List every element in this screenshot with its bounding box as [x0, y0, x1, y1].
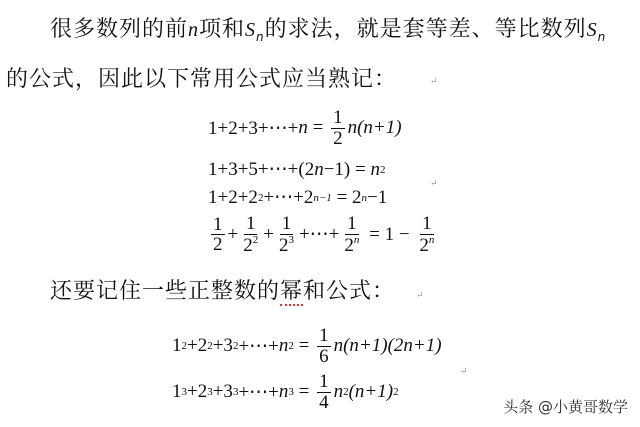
f5-frac — [317, 326, 331, 367]
intro-line-1 — [50, 12, 606, 44]
f6-c: +3 — [212, 381, 233, 403]
f6-rhs-ae: 2 — [343, 386, 349, 399]
var-S2-sub: n — [597, 30, 607, 44]
f4-n1: 1 — [213, 213, 223, 235]
formula-sum-half-pow: $\frac{1}{2}$ + $\frac{1}{2^2}$ + $\frac{1}{2^3}$ +⋯+ $\frac{1}{2^n}$ = 1 − $\frac{1}{2^n}$ — [213, 213, 435, 256]
f1-lhs: 1+2+3+⋯+ — [208, 117, 299, 139]
f5-rhs: n(n+1)(2n+1) — [333, 335, 442, 357]
formula-sum-n — [208, 108, 402, 149]
f6-e1: 3 — [181, 386, 187, 399]
f3-a-exp: 2 — [257, 191, 264, 204]
f5-e3: 2 — [232, 340, 239, 353]
f3-b-exp: n−1 — [313, 191, 332, 204]
f2-lhs: 1+3+5+⋯+(2 — [208, 159, 315, 180]
f3-c-exp: n — [361, 191, 368, 204]
f1-num: 1 — [333, 107, 343, 128]
f6-den: 4 — [319, 391, 329, 413]
f4-frac-2 — [241, 214, 260, 256]
f3-c: = 2 — [331, 186, 362, 208]
f3-d: −1 — [367, 186, 388, 208]
var-S-sub: n — [256, 30, 265, 44]
f4-n2: 1 — [245, 213, 256, 234]
f4-d5e: n — [428, 233, 435, 246]
f5-num: 1 — [319, 325, 329, 346]
return-mark: ↵ — [460, 367, 468, 377]
f4-d2: 2 — [243, 234, 253, 256]
f4-frac-1 — [211, 215, 225, 256]
f4-den-2 — [241, 235, 260, 256]
p2-text-1: 还要记住一些正整数的 — [50, 279, 281, 304]
f4-den-5 — [417, 235, 436, 256]
f6-rhs-a: n — [333, 381, 344, 403]
f4-frac-3 — [277, 214, 296, 256]
f4-eq: = 1 − — [364, 223, 415, 245]
watermark: 头条 @小黄哥数学 — [503, 398, 628, 416]
f5-e1: 2 — [181, 340, 187, 353]
p2-text-2: 和公式： — [303, 279, 396, 304]
f4-d4: 2 — [344, 234, 354, 256]
f4-den-4 — [342, 235, 361, 256]
f5-lhs: 1 — [172, 335, 182, 357]
f6-b: +2 — [187, 381, 208, 403]
f4-n3: 1 — [281, 213, 292, 234]
f2-rhs-n: n — [370, 158, 380, 180]
formula-sum-squares — [172, 326, 442, 367]
f1-frac — [331, 108, 345, 149]
f3-a: 1+2+2 — [208, 186, 258, 208]
intro-text-3: 的求法，就是套等差、等比数列 — [264, 17, 587, 42]
f6-e3: 3 — [232, 386, 239, 399]
var-S2: S — [586, 19, 598, 41]
f5-b: +2 — [187, 335, 208, 357]
var-n: n — [188, 19, 200, 41]
f5-eq: = — [293, 335, 315, 357]
f6-e4: 3 — [288, 386, 294, 399]
f4-d3: 2 — [278, 234, 289, 256]
var-S: S — [245, 19, 257, 41]
f4-n4: 1 — [347, 213, 357, 234]
f6-eq: = — [293, 381, 315, 403]
f4-frac-5 — [417, 214, 436, 256]
f6-e2: 3 — [207, 386, 213, 399]
f5-d: +⋯+ — [238, 335, 279, 357]
formula-sum-odd — [208, 158, 385, 181]
formula-sum-pow2 — [208, 186, 387, 209]
f1-den: 2 — [333, 127, 343, 149]
f6-frac — [317, 372, 331, 413]
intro-text-1: 很多数列的前 — [50, 17, 189, 42]
f5-c: +3 — [212, 335, 233, 357]
p2-underlined-word: 幂 — [280, 279, 304, 304]
f6-n: n — [278, 381, 289, 403]
return-mark: ↵ — [430, 77, 438, 87]
power-sum-intro — [50, 274, 395, 305]
f4-d5: 2 — [419, 234, 429, 256]
f5-n: n — [278, 335, 289, 357]
f4-den-3 — [277, 235, 296, 256]
f1-rhs: n(n+1) — [347, 117, 402, 139]
f4-n5: 1 — [422, 213, 432, 234]
f1-n: n — [298, 117, 308, 139]
f6-rhs-b: (n+1) — [348, 381, 394, 403]
f5-e2: 2 — [207, 340, 213, 353]
f4-d2e: 2 — [252, 233, 259, 246]
f6-d: +⋯+ — [238, 381, 279, 403]
f5-e4: 2 — [288, 340, 294, 353]
intro-line-2 — [6, 62, 397, 93]
intro-line-2-text: 的公式，因此以下常用公式应当熟记： — [6, 67, 398, 92]
f1-eq: = — [307, 117, 329, 139]
f2-rhs-exp: 2 — [379, 163, 386, 176]
f6-rhs-be: 2 — [393, 386, 399, 399]
f2-n: n — [314, 158, 324, 180]
f4-frac-4 — [342, 214, 361, 256]
return-mark: ↵ — [416, 291, 424, 301]
f4-d4e: n — [353, 233, 360, 246]
return-mark: ↵ — [430, 179, 438, 189]
f6-lhs: 1 — [172, 381, 182, 403]
f4-d1: 2 — [213, 234, 223, 256]
f4-d3e: 3 — [288, 233, 294, 246]
f4-dots: +⋯+ — [298, 224, 340, 246]
intro-text-2: 项和 — [199, 17, 246, 42]
f6-num: 1 — [319, 371, 329, 392]
f3-b: +⋯+2 — [263, 187, 314, 208]
formula-sum-cubes — [172, 372, 399, 413]
f2-mid: −1) = — [323, 158, 371, 180]
f5-den: 6 — [319, 345, 329, 367]
